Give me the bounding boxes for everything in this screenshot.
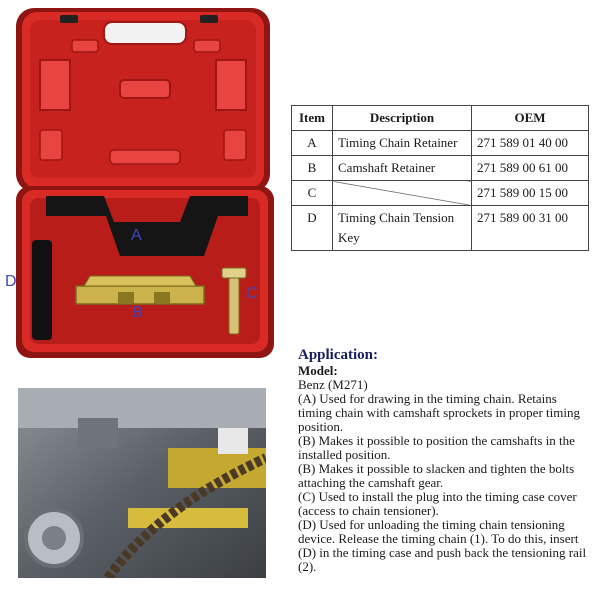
cell-oem: 271 589 00 61 00 bbox=[472, 156, 589, 181]
table-row bbox=[292, 181, 589, 206]
label-a: A bbox=[131, 227, 142, 244]
label-d: D bbox=[5, 273, 17, 290]
cell-description: Timing Chain Tension Key bbox=[333, 206, 472, 251]
model-value: Benz (M271) bbox=[298, 377, 368, 392]
engine-photo bbox=[18, 388, 266, 578]
header-oem: OEM bbox=[472, 106, 589, 131]
cell-description: Camshaft Retainer bbox=[333, 156, 472, 181]
label-b: B bbox=[132, 304, 143, 321]
model-label: Model: bbox=[298, 363, 338, 378]
header-description: Description bbox=[333, 106, 472, 131]
application-line: (D) Used for unloading the timing chain tensioning device. Release the timing chain (1). To do this, insert (D) in the timing case and push back the tensioning rail (2). bbox=[298, 517, 587, 574]
header-item: Item bbox=[292, 106, 333, 131]
cell-oem: 271 589 00 31 00 bbox=[472, 206, 589, 251]
parts-table bbox=[291, 105, 589, 251]
table-row bbox=[292, 206, 589, 251]
tool-case-photo bbox=[0, 0, 290, 365]
table-row bbox=[292, 131, 589, 156]
application-line: (A) Used for drawing in the timing chain. Retains timing chain with camshaft sprockets in proper timing position. bbox=[298, 391, 580, 434]
application-heading: Application: bbox=[298, 347, 379, 363]
application-line: (B) Makes it possible to position the camshafts in the installed position. bbox=[298, 433, 575, 462]
cell-description: Timing Chain Retainer bbox=[333, 131, 472, 156]
cell-item: D bbox=[292, 206, 333, 251]
cell-item: C bbox=[292, 181, 333, 206]
cell-oem: 271 589 00 15 00 bbox=[472, 181, 589, 206]
application-line: (C) Used to install the plug into the timing case cover (access to chain tensioner). bbox=[298, 489, 577, 518]
table-row bbox=[292, 156, 589, 181]
cell-description bbox=[333, 181, 472, 206]
application-line: (B) Makes it possible to slacken and tighten the bolts attaching the camshaft gear. bbox=[298, 461, 575, 490]
label-c: C bbox=[246, 285, 258, 302]
cell-item: A bbox=[292, 131, 333, 156]
cell-oem: 271 589 01 40 00 bbox=[472, 131, 589, 156]
cell-item: B bbox=[292, 156, 333, 181]
table-header-row bbox=[292, 106, 589, 131]
application-section bbox=[298, 346, 594, 574]
